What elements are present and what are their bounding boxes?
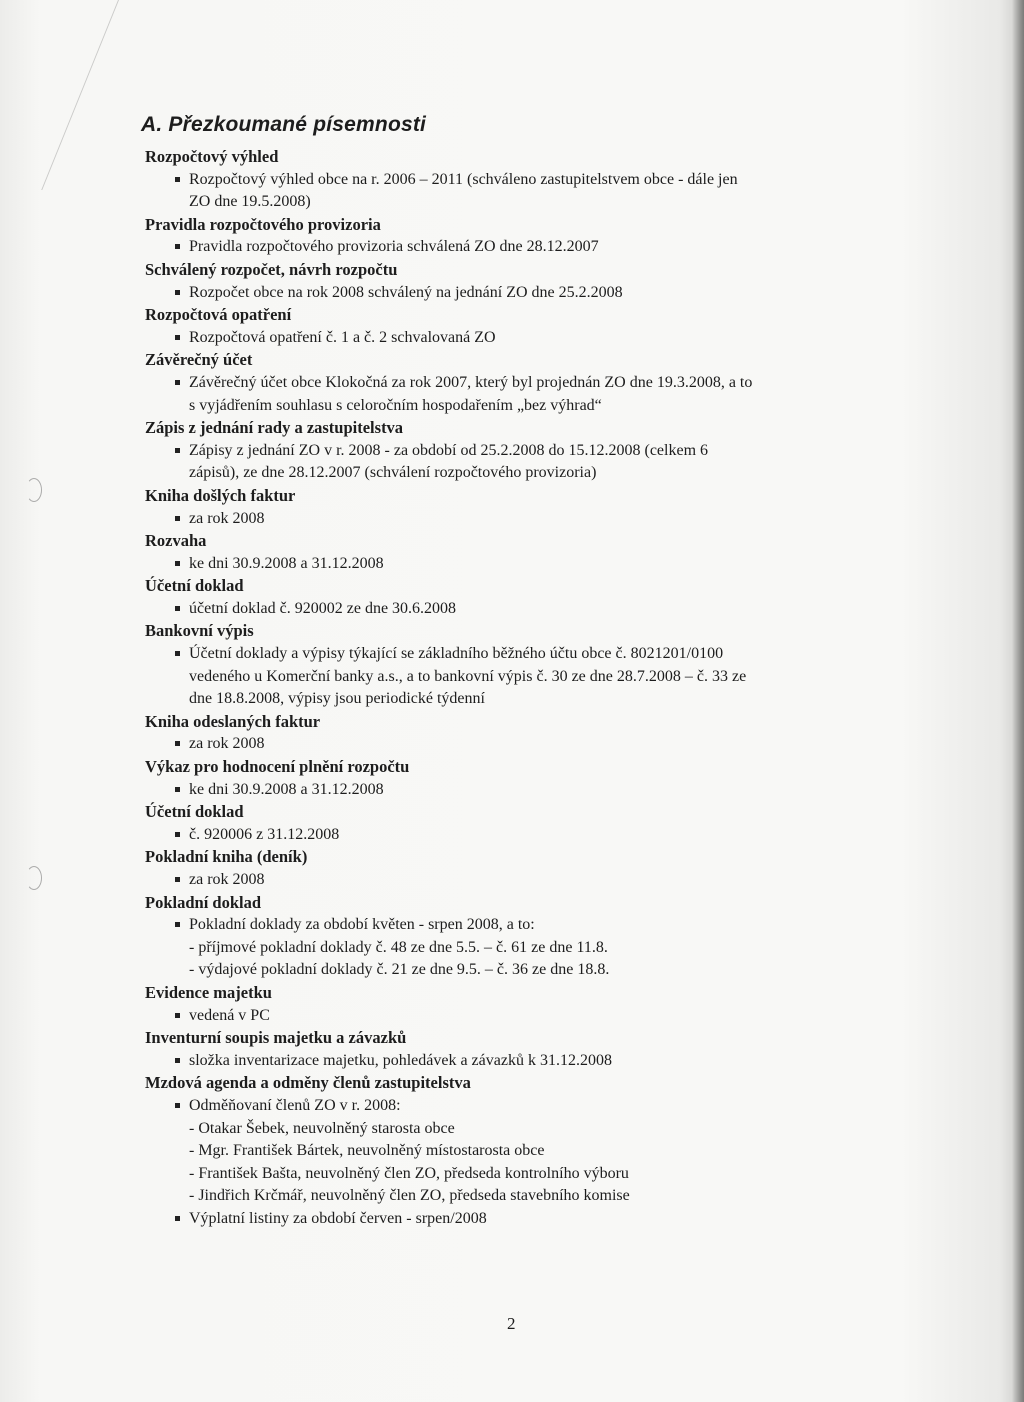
item-heading: Pokladní doklad xyxy=(145,892,262,912)
item-heading: Mzdová agenda a odměny členů zastupitelstva xyxy=(145,1073,471,1093)
item-heading: Kniha odeslaných faktur xyxy=(145,711,321,731)
bullet-item xyxy=(145,169,905,192)
bullet-item xyxy=(145,508,905,531)
bullet-icon xyxy=(175,606,180,611)
sub-item: - příjmové pokladní doklady č. 48 ze dne 5.5. – č. 61 ze dne 11.8. xyxy=(189,938,608,956)
bullet-text: Pravidla rozpočtového provizoria schválená ZO dne 28.12.2007 xyxy=(189,238,599,256)
bullet-text: za rok 2008 xyxy=(189,871,265,888)
bullet-icon xyxy=(175,651,180,656)
bullet-icon xyxy=(175,244,180,249)
item-heading: Závěrečný účet xyxy=(145,350,253,370)
bullet-icon xyxy=(175,1216,180,1221)
bullet-item xyxy=(145,1050,905,1073)
bullet-item xyxy=(145,372,905,395)
bullet-item xyxy=(145,282,905,305)
bullet-text: Rozpočet obce na rok 2008 schválený na jednání ZO dne 25.2.2008 xyxy=(189,283,623,301)
page-number: 2 xyxy=(507,1314,516,1333)
item-heading: Evidence majetku xyxy=(145,982,272,1002)
bullet-item xyxy=(145,1095,905,1118)
bullet-item xyxy=(145,914,905,937)
sub-item: - výdajové pokladní doklady č. 21 ze dne 9.5. – č. 36 ze dne 18.8. xyxy=(189,961,610,979)
bullet-item xyxy=(145,824,905,847)
bullet-icon xyxy=(175,448,180,453)
bullet-text: Pokladní doklady za období květen - srpen 2008, a to: xyxy=(189,916,535,934)
bullet-text: Účetní doklady a výpisy týkající se základního běžného účtu obce č. 8021201/0100 xyxy=(189,645,724,663)
item-heading: Rozpočtový výhled xyxy=(145,147,279,166)
bullet-item xyxy=(145,643,905,666)
punch-hole xyxy=(26,866,42,890)
continuation-line: zápisů), ze dne 28.12.2007 (schválení rozpočtového provizoria) xyxy=(189,464,597,482)
bullet-item xyxy=(145,553,905,576)
bullet-text: Odměňovaní členů ZO v r. 2008: xyxy=(189,1096,401,1114)
bullet-text: složka inventarizace majetku, pohledávek a závazků k 31.12.2008 xyxy=(189,1051,612,1069)
bullet-text: Rozpočtová opatření č. 1 a č. 2 schvalovaná ZO xyxy=(189,328,496,346)
bullet-icon xyxy=(175,1058,180,1063)
sub-item: - Otakar Šebek, neuvolněný starosta obce xyxy=(189,1119,455,1137)
item-heading: Účetní doklad xyxy=(145,576,244,596)
item-heading: Zápis z jednání rady a zastupitelstva xyxy=(145,418,404,438)
bullet-icon xyxy=(175,1103,180,1108)
bullet-icon xyxy=(175,561,180,566)
bullet-text: za rok 2008 xyxy=(189,509,265,527)
item-heading: Inventurní soupis majetku a závazků xyxy=(145,1028,407,1048)
item-heading: Rozpočtová opatření xyxy=(145,305,292,325)
bullet-item xyxy=(145,236,905,259)
bullet-icon xyxy=(175,741,180,746)
item-heading: Účetní doklad xyxy=(145,802,244,822)
punch-hole xyxy=(26,478,42,502)
item-heading: Rozvaha xyxy=(145,531,207,551)
bullet-text: účetní doklad č. 920002 ze dne 30.6.2008 xyxy=(189,599,457,617)
bullet-text: č. 920006 z 31.12.2008 xyxy=(189,825,340,843)
bullet-item xyxy=(145,598,905,621)
bullet-icon xyxy=(175,290,180,295)
bullet-icon xyxy=(175,177,180,182)
document-body xyxy=(141,113,905,1231)
section-title: A. Přezkoumané písemnosti xyxy=(141,113,427,136)
bullet-text: za rok 2008 xyxy=(189,735,265,753)
bullet-item xyxy=(145,327,905,350)
bullet-text: Závěrečný účet obce Klokočná za rok 2007, který byl projednán ZO dne 19.3.2008, a to xyxy=(189,373,753,391)
sub-item: - Jindřich Krčmář, neuvolněný člen ZO, předseda stavebního komise xyxy=(189,1187,630,1205)
bullet-icon xyxy=(175,335,180,340)
item-heading: Výkaz pro hodnocení plnění rozpočtu xyxy=(145,757,410,777)
fold-mark xyxy=(0,0,119,190)
bullet-item xyxy=(145,1005,905,1028)
item-heading: Kniha došlých faktur xyxy=(145,485,296,505)
sub-item: - František Bašta, neuvolněný člen ZO, předseda kontrolního výboru xyxy=(189,1164,629,1182)
bullet-text: Zápisy z jednání ZO v r. 2008 - za období od 25.2.2008 do 15.12.2008 (celkem 6 xyxy=(189,441,709,459)
continuation-line: dne 18.8.2008, výpisy jsou periodické týdenní xyxy=(189,690,485,708)
bullet-icon xyxy=(175,380,180,385)
bullet-item xyxy=(145,1208,905,1231)
item-heading: Bankovní výpis xyxy=(145,621,254,641)
item-heading: Pokladní kniha (deník) xyxy=(145,847,308,867)
bullet-icon xyxy=(175,1013,180,1018)
bullet-text: vedená v PC xyxy=(189,1006,270,1024)
item-heading: Schválený rozpočet, návrh rozpočtu xyxy=(145,259,398,279)
continuation-line: vedeného u Komerční banky a.s., a to bankovní výpis č. 30 ze dne 28.7.2008 – č. 33 ze xyxy=(189,667,747,685)
document-items xyxy=(145,146,905,1231)
bullet-icon xyxy=(175,832,180,837)
page-edge-shadow xyxy=(1012,0,1024,1402)
bullet-icon xyxy=(175,922,180,927)
bullet-icon xyxy=(175,516,180,521)
bullet-text: ke dni 30.9.2008 a 31.12.2008 xyxy=(189,554,384,572)
item-heading: Pravidla rozpočtového provizoria xyxy=(145,214,381,234)
sub-item: - Mgr. František Bártek, neuvolněný místostarosta obce xyxy=(189,1142,545,1160)
bullet-text: Rozpočtový výhled obce na r. 2006 – 2011 (schváleno zastupitelstvem obce - dále jen xyxy=(189,170,738,188)
continuation-line: ZO dne 19.5.2008) xyxy=(189,193,311,211)
bullet-item xyxy=(145,733,905,756)
bullet-item xyxy=(145,869,905,892)
continuation-line: s vyjádřením souhlasu s celoročním hospodařením „bez výhrad“ xyxy=(189,396,602,414)
bullet-item xyxy=(145,779,905,802)
bullet-icon xyxy=(175,877,180,882)
bullet-text: Výplatní listiny za období červen - srpen/2008 xyxy=(189,1209,487,1227)
bullet-item xyxy=(145,440,905,463)
bullet-text: ke dni 30.9.2008 a 31.12.2008 xyxy=(189,780,384,798)
bullet-icon xyxy=(175,787,180,792)
